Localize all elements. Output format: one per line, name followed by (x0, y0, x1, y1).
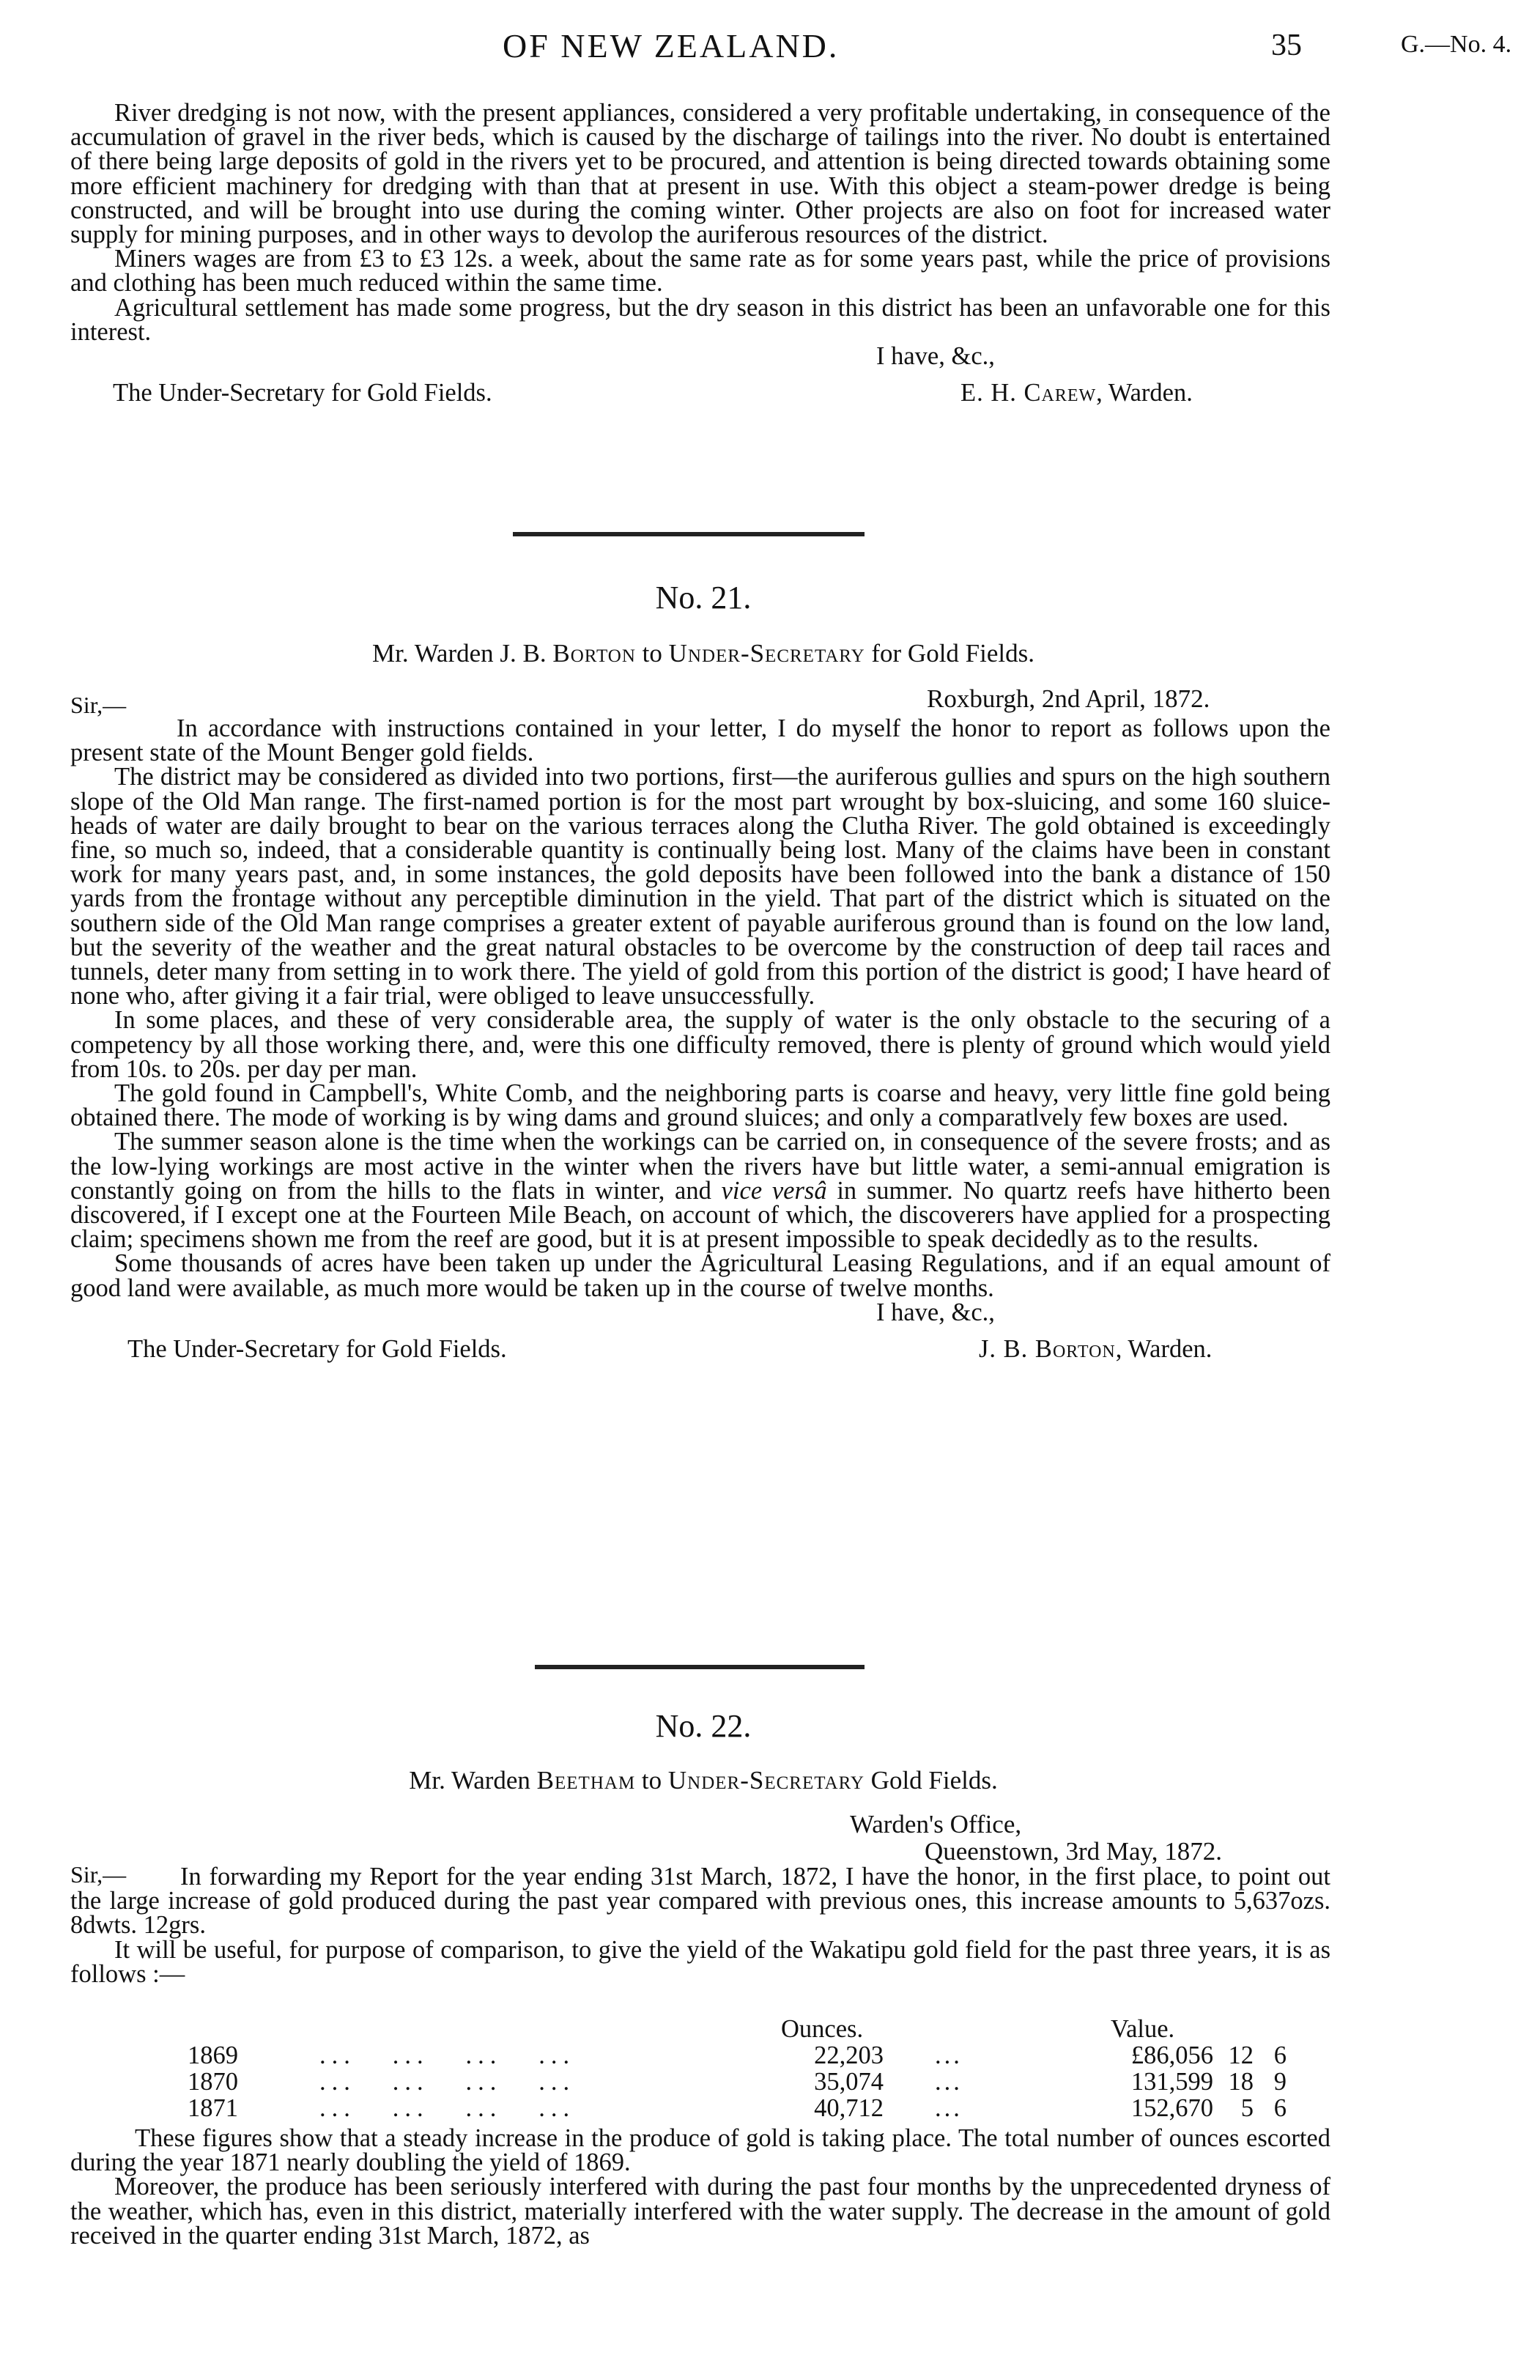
italic-phrase: vice versâ (721, 1176, 827, 1205)
paragraph: The gold found in Campbell's, White Comb, and the neighboring parts is coarse and heavy, very little fine gold being obtained there. The mode of working is by wing dams and ground sluices; and only a comparatlvely few boxes are used. (70, 1079, 1330, 1132)
paragraph: Moreover, the produce has been seriously interfered with during the past four months by the unprecedented dryness of the weather, which has, even in this district, materially interfered with the water supply. The decrease in the amount of gold received in the quarter ending 31st March, 1872, as (70, 2173, 1330, 2250)
addressee: The Under-Secretary for Gold Fields. (113, 379, 492, 407)
subtitle-office: Under-Secretary (668, 639, 865, 668)
subtitle-office: Under-Secretary (667, 1766, 865, 1795)
section-divider (535, 1665, 865, 1669)
signature-name: J. B. Borton (979, 1334, 1116, 1363)
letter-subtitle (0, 1766, 1407, 1795)
letter22-body (70, 1865, 1330, 1987)
letter-number: No. 21. (655, 580, 752, 616)
value-pounds-cell: 131,599 (1130, 2068, 1213, 2096)
leader-dots: ... ... ... ... (319, 2068, 576, 2096)
subtitle-prefix: Mr. Warden (409, 1766, 530, 1795)
column-header-value: Value. (1111, 2015, 1175, 2043)
signature-title: , Warden. (1115, 1334, 1213, 1363)
paragraph-text: in summer. No quartz reefs have hitherto been discovered, if I except one at the Fourteen Mile Beach, on account of which, the discoverers have applied for a prospecting claim; specimens shown me from the reef are good, but it is at present impossible to speak decidedly as to the results. (70, 1176, 1331, 1254)
signature-title: , Warden. (1096, 379, 1193, 407)
letter21-body (70, 714, 1331, 1374)
signature (960, 381, 1193, 405)
subtitle-name: Borton (552, 639, 636, 668)
paragraph: Agricultural settlement has made some progress, but the dry season in this district has been an unfavorable one for this interest. (70, 293, 1330, 346)
signature (979, 1334, 1213, 1363)
paragraph: River dredging is not now, with the present appliances, considered a very profitable undertaking, in consequence of the accumulation of gravel in the river beds, which is caused by the discharge of tailings into the river. No doubt is entertained of there being large deposits of gold in the rivers yet to be procured, and attention is being directed towards obtaining some more efficient machinery for dredging with than that at present in use. With this object a steam-power dredge is being constructed, and will be brought into use during the coming winter. Other projects are also on foot for increased water supply for mining purposes, and in other ways to devolop the auriferous resources of the district. (70, 99, 1330, 249)
signature-block (70, 344, 1330, 418)
running-title: OF NEW ZEALAND. (503, 27, 840, 64)
closing: I have, &c., (876, 342, 995, 371)
leader-dots: ... (935, 2041, 963, 2069)
value-shillings-cell: 18 (1228, 2068, 1254, 2096)
letter22-body-continued (70, 2126, 1330, 2248)
subtitle-prefix: Mr. Warden J. B. (371, 639, 547, 668)
value-pence-cell: 9 (1273, 2068, 1287, 2096)
value-shillings-cell: 5 (1240, 2094, 1254, 2122)
leader-dots: ... ... ... ... (319, 2041, 576, 2069)
dateline: Queenstown, 3rd May, 1872. (925, 1837, 1223, 1866)
table-header (70, 2015, 1330, 2041)
subtitle-to: to (641, 1766, 662, 1795)
year-cell: 1869 (188, 2041, 238, 2069)
letter-subtitle (0, 639, 1407, 668)
letter-number: No. 22. (655, 1708, 752, 1744)
section-top (70, 101, 1330, 418)
table-row (70, 2041, 1330, 2068)
document-reference: G.—No. 4. (1401, 31, 1512, 58)
column-header-ounces: Ounces. (781, 2015, 864, 2043)
year-cell: 1870 (188, 2068, 238, 2096)
paragraph: These figures show that a steady increase in the produce of gold is taking place. The total number of ounces escorted during the year 1871 nearly doubling the yield of 1869. (70, 2124, 1330, 2177)
page-number: 35 (1271, 29, 1302, 62)
ounces-cell: 35,074 (814, 2068, 884, 2096)
ounces-cell: 40,712 (814, 2094, 884, 2122)
subtitle-suffix: for Gold Fields. (871, 639, 1035, 668)
paragraph: Some thousands of acres have been taken up under the Agricultural Leasing Regulations, and if an equal amount of good land were available, as much more would be taken up in the course of twelve months. (70, 1249, 1330, 1302)
leader-dots: ... ... ... ... (319, 2094, 576, 2122)
paragraph (70, 1130, 1330, 1252)
subtitle-name: Beetham (536, 1766, 636, 1795)
value-shillings-cell: 12 (1228, 2041, 1254, 2069)
value-pounds-cell: £86,056 (1130, 2041, 1213, 2069)
paragraph: It will be useful, for purpose of comparison, to give the yield of the Wakatipu gold field for the past three years, it is as follows :— (70, 1935, 1330, 1988)
subtitle-to: to (642, 639, 662, 668)
salutation: Sir,— (70, 692, 127, 718)
leader-dots: ... (935, 2094, 963, 2122)
running-header (0, 26, 1540, 70)
signature-name: E. H. Carew (960, 379, 1097, 407)
yield-table (70, 2015, 1330, 2121)
paragraph: In forwarding my Report for the year ending 31st March, 1872, I have the honor, in the first place, to point out the large increase of gold produced during the past year compared with previous ones, this increase amounts to 5,637ozs. 8dwts. 12grs. (70, 1863, 1330, 1940)
table-row (70, 2068, 1330, 2094)
subtitle-suffix: Gold Fields. (870, 1766, 998, 1795)
closing: I have, &c., (876, 1298, 995, 1326)
value-pounds-cell: 152,670 (1130, 2094, 1213, 2122)
paragraph-text: The summer season alone is the time when the workings can be carried on, in consequence of the severe frosts; and as the low-lying workings are most active in the winter when the rivers have but little water, a semi-annual emigration is constantly going on from the hills to the flats in winter, and (70, 1128, 1330, 1205)
paragraph: In accordance with instructions contained in your letter, I do myself the honor to report as follows upon the present state of the Mount Benger gold fields. (70, 714, 1330, 767)
value-pence-cell: 6 (1273, 2041, 1287, 2069)
signature-block (70, 1298, 1330, 1374)
paragraph: In some places, and these of very considerable area, the supply of water is the only obstacle to the securing of a competency by all those working there, and, were this one difficulty removed, there is plenty of ground which would yield from 10s. to 20s. per day per man. (70, 1006, 1330, 1083)
office-line: Warden's Office, (850, 1810, 1022, 1838)
year-cell: 1871 (188, 2094, 238, 2122)
leader-dots: ... (935, 2068, 963, 2096)
salutation: Sir,— (70, 1861, 127, 1888)
table-row (70, 2094, 1330, 2121)
dateline: Roxburgh, 2nd April, 1872. (927, 684, 1210, 713)
section-divider (513, 532, 865, 536)
value-pence-cell: 6 (1273, 2094, 1287, 2122)
addressee: The Under-Secretary for Gold Fields. (127, 1334, 507, 1363)
ounces-cell: 22,203 (814, 2041, 884, 2069)
paragraph: The district may be considered as divided into two portions, first—the auriferous gullies and spurs on the high southern slope of the Old Man range. The first-named portion is for the most part wrought by box-sluicing, and some 160 sluice-heads of water are daily brought to bear on the various terraces along the Clutha River. The gold obtained is exceedingly fine, so much so, indeed, that a considerable quantity is continually being lost. Many of the claims have been in constant work for many years past, and, in some instances, the gold deposits have been followed into the bank a distance of 150 yards from the frontage without any perceptible diminution in the yield. That part of the district which is situated on the southern side of the Old Man range comprises a greater extent of payable auriferous ground than is found on the low land, but the severity of the weather and the great natural obstacles to be overcome by the construction of deep tail races and tunnels, deter many from setting in to work there. The yield of gold from this portion of the district is good; I have heard of none who, after giving it a fair trial, were obliged to leave unsuccessfully. (70, 763, 1330, 1010)
paragraph: Miners wages are from £3 to £3 12s. a week, about the same rate as for some years past, while the price of provisions and clothing has been much reduced within the same time. (70, 245, 1330, 298)
